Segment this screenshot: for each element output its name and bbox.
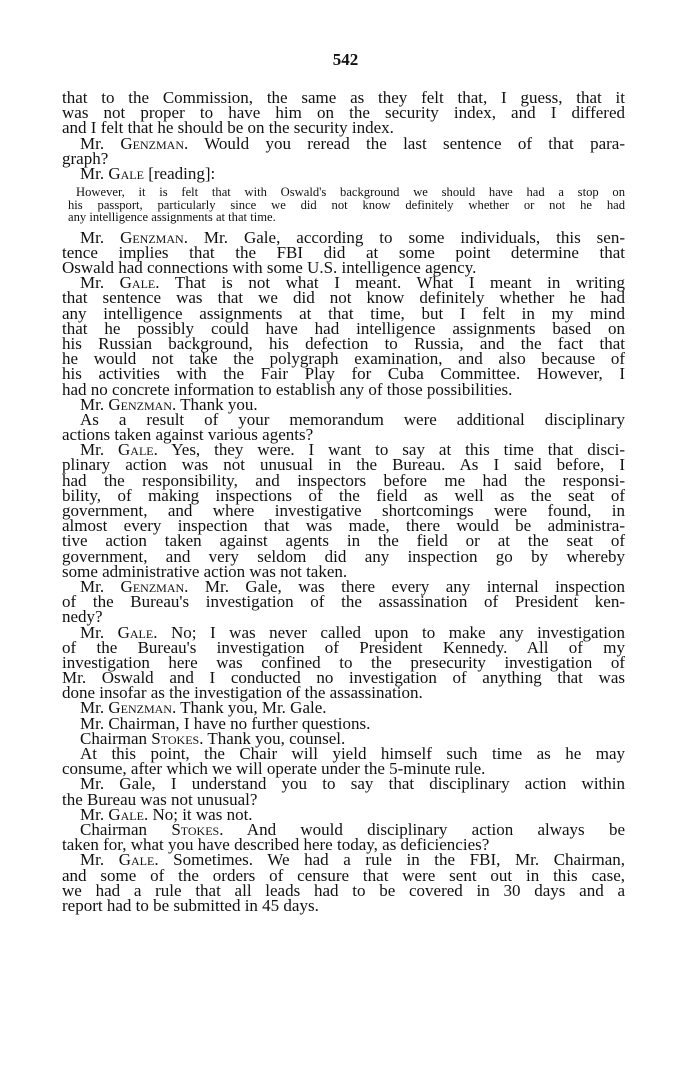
line-text: any intelligence assignments at that time, but I felt in my mind <box>62 303 625 323</box>
line-text: taken for, what you have described here today, as deficiencies? <box>62 835 490 855</box>
line-text: was not proper to have him on the security index, and I differed <box>62 103 625 123</box>
line-text: had the responsibility, and inspectors before me had the responsi- <box>62 470 625 490</box>
line-text: . Mr. Gale, according to some individuals, this sen- <box>183 227 626 247</box>
line-text: . Would you reread the last sentence of that para- <box>184 133 625 153</box>
line-text: At this point, the Chair will yield himself such time as he may <box>80 744 625 763</box>
line-text: report had to be submitted in 45 days. <box>62 895 319 915</box>
speaker-title: Mr. <box>80 394 109 414</box>
text-line <box>68 211 625 224</box>
speaker-title: Mr. <box>80 440 119 460</box>
speaker-name: Genzman <box>108 394 172 414</box>
line-text: actions taken against various agents? <box>62 425 314 445</box>
line-text: of the Bureau's investigation of President Kennedy. All of my <box>62 637 625 657</box>
speaker-title: Mr. <box>80 576 121 596</box>
speaker-title: Mr. <box>80 698 109 718</box>
line-text: of the Bureau's investigation of the assassination of President ken- <box>62 592 625 612</box>
line-text: done insofar as the investigation of the assassination. <box>62 683 423 703</box>
line-text: Mr. Chairman, I have no further questions. <box>80 713 371 733</box>
line-text: . Thank you, Mr. Gale. <box>171 698 327 718</box>
line-text: his Russian background, his defection to Russia, and the fact that <box>62 333 625 353</box>
speaker-title: Mr. <box>80 273 120 293</box>
line-text: Oswald had connections with some U.S. intelligence agency. <box>62 258 477 277</box>
line-text: almost every inspection that was made, there would be administra- <box>62 516 625 536</box>
page-number: 542 <box>332 50 359 69</box>
quoted-memorandum <box>68 186 625 224</box>
line-text: . No; I was never called upon to make any investigation <box>153 622 625 642</box>
line-text: government, and very seldom did any inspection go by whereby <box>62 546 625 566</box>
speaker-title: Mr. <box>80 227 121 247</box>
speaker-name: Gale <box>118 850 155 870</box>
line-text: plinary action was not unusual in the Bureau. As I said before, I <box>62 455 625 475</box>
line-text: . Thank you. <box>171 394 258 414</box>
line-text: . No; it was not. <box>143 804 253 824</box>
speaker-title: Chairman <box>80 728 152 748</box>
line-text: the Bureau was not unusual? <box>62 789 258 809</box>
line-text: we had a rule that all leads had to be covered in 30 days and a <box>62 880 625 900</box>
line-text: that to the Commission, the same as they felt that, I guess, that it <box>62 88 625 107</box>
speaker-name: Genzman <box>120 227 184 247</box>
line-text: had no concrete information to establish any of those possibilities. <box>62 379 513 399</box>
line-text: . Thank you, counsel. <box>199 728 346 748</box>
line-text: that sentence was that we did not know definitely whether he had <box>62 288 625 308</box>
speaker-title: Chairman <box>80 819 172 839</box>
speaker-title: Mr. <box>80 133 121 153</box>
line-text: However, it is felt that with Oswald's background we should have had a stop on <box>76 185 625 200</box>
speaker-name: Genzman <box>120 133 184 153</box>
line-text: government, and where investigative shortcomings were found, in <box>62 501 625 520</box>
speaker-name: Gale <box>108 804 144 824</box>
line-text: Mr. Gale, I understand you to say that disciplinary action within <box>80 774 625 794</box>
line-text: . And would disciplinary action always be <box>219 819 625 839</box>
line-text: As a result of your memorandum were additional disciplinary <box>80 409 625 429</box>
line-text: . That is not what I meant. What I meant in writing <box>155 273 625 293</box>
speaker-title: Mr. <box>80 622 118 642</box>
line-text: any intelligence assignments at that time. <box>68 210 276 225</box>
line-text: [reading]: <box>143 163 216 183</box>
line-text: some administrative action was not taken. <box>62 561 348 581</box>
text-line <box>62 163 625 183</box>
line-text: investigation here was confined to the presecurity investigation of <box>62 652 625 672</box>
speaker-name: Stokes <box>171 819 220 839</box>
line-text: and some of the orders of censure that were sent out in this case, <box>62 865 625 885</box>
line-text: . Sometimes. We had a rule in the FBI, Mr. Chairman, <box>154 850 625 870</box>
line-text: that he possibly could have had intelligence assignments based on <box>62 318 625 338</box>
speaker-title: Mr. <box>80 163 109 183</box>
line-text: and I felt that he should be on the security index. <box>62 118 394 138</box>
line-text: . Yes, they were. I want to say at this time that disci- <box>153 440 625 460</box>
text-line <box>62 592 625 612</box>
line-text: tence implies that the FBI did at some point determine that <box>62 242 625 262</box>
testimony-before-quote <box>62 90 625 181</box>
speaker-title: Mr. <box>80 804 109 824</box>
speaker-name: Gale <box>118 440 154 460</box>
document-body <box>62 90 625 913</box>
line-text: he would not take the polygraph examination, and also because of <box>62 349 625 369</box>
line-text: his passport, particularly since we did not know definitely whether or not he had <box>68 197 625 212</box>
line-text: nedy? <box>62 607 103 627</box>
speaker-title: Mr. <box>80 850 119 870</box>
line-text: graph? <box>62 148 109 168</box>
speaker-name: Stokes <box>151 728 200 748</box>
testimony-after-quote <box>62 227 626 915</box>
speaker-name: Genzman <box>108 698 172 718</box>
speaker-name: Gale <box>119 273 156 293</box>
speaker-name: Gale <box>117 622 154 642</box>
line-text: . Mr. Gale, was there every any internal inspection <box>184 576 625 596</box>
line-text: consume, after which we will operate under the 5-minute rule. <box>62 759 486 779</box>
text-line <box>62 895 625 915</box>
speaker-name: Gale <box>108 163 144 183</box>
line-text: Mr. Oswald and I conducted no investigation of anything that was <box>62 668 625 688</box>
text-line <box>62 133 625 153</box>
speaker-name: Genzman <box>120 576 185 596</box>
line-text: tive action taken against agents in the field or at the seat of <box>62 531 625 551</box>
line-text: his activities with the Fair Play for Cuba Committee. However, I <box>62 364 625 384</box>
line-text: bility, of making inspections of the field as well as the seat of <box>62 485 625 505</box>
